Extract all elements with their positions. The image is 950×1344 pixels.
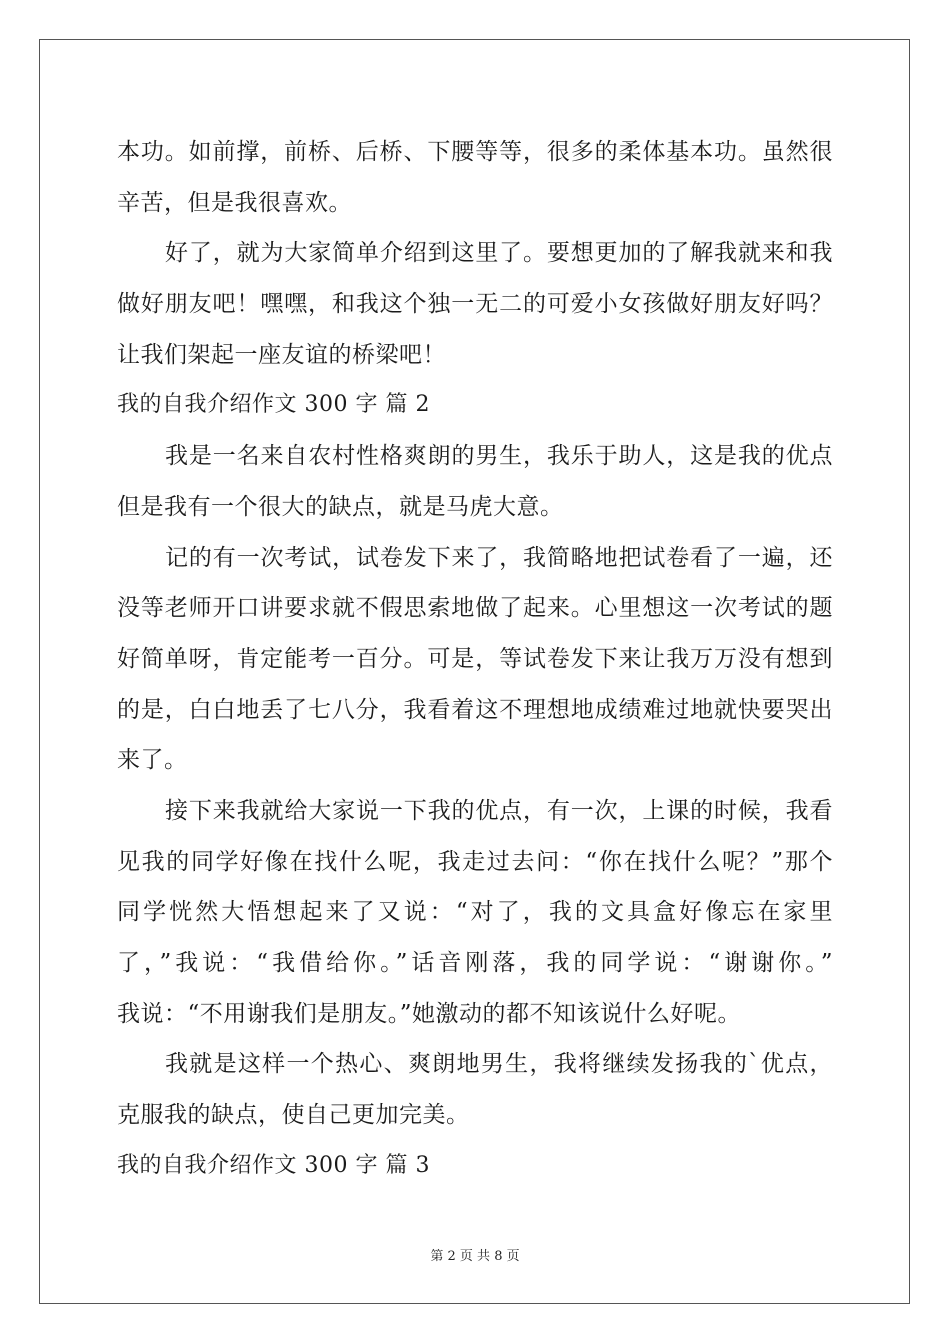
- paragraph-line: 好了，就为大家简单介绍到这里了。要想更加的了解我就来和我: [165, 240, 833, 267]
- document-body: [117, 127, 833, 1191]
- paragraph-line: 本功。如前撑，前桥、后桥、下腰等等，很多的柔体基本功。虽然很: [117, 139, 833, 165]
- paragraph-line: 见我的同学好像在找什么呢，我走过去问：“你在找什么呢？”那个: [117, 848, 833, 875]
- paragraph-line: 来了。: [117, 747, 188, 774]
- paragraph-line: 了，”我说：“我借给你。”话音刚落，我的同学说：“谢谢你。”: [117, 950, 833, 976]
- paragraph-line: 我就是这样一个热心、爽朗地男生，我将继续发扬我的`优点，: [165, 1051, 833, 1078]
- paragraph-line: 我是一名来自农村性格爽朗的男生，我乐于助人，这是我的优点: [165, 443, 833, 470]
- paragraph-line: 我说：“不用谢我们是朋友。”她激动的都不知该说什么好呢。: [117, 1000, 742, 1027]
- paragraph-line: 记的有一次考试，试卷发下来了，我简略地把试卷看了一遍，还: [165, 544, 833, 571]
- paragraph-line: 做好朋友吧！嘿嘿，和我这个独一无二的可爱小女孩做好朋友好吗？: [117, 291, 833, 318]
- paragraph-line: 好简单呀，肯定能考一百分。可是，等试卷发下来让我万万没有想到: [117, 645, 833, 672]
- paragraph-line: 但是我有一个很大的缺点，就是马虎大意。: [117, 493, 564, 520]
- section-heading: 我的自我介绍作文 300 字 篇 2: [117, 392, 430, 418]
- paragraph-line: 辛苦，但是我很喜欢。: [117, 189, 352, 216]
- section-heading: 我的自我介绍作文 300 字 篇 3: [117, 1152, 430, 1178]
- paragraph-line: 同学恍然大悟想起来了又说：“对了，我的文具盒好像忘在家里: [117, 899, 833, 926]
- paragraph-line: 接下来我就给大家说一下我的优点，有一次，上课的时候，我看: [165, 797, 833, 824]
- page-number-footer: 第 2 页 共 8 页: [430, 1249, 520, 1264]
- paragraph-line: 的是，白白地丢了七八分，我看着这不理想地成绩难过地就快要哭出: [117, 696, 833, 723]
- paragraph-line: 让我们架起一座友谊的桥梁吧！: [117, 341, 446, 368]
- paragraph-line: 没等老师开口讲要求就不假思索地做了起来。心里想这一次考试的题: [117, 595, 833, 622]
- paragraph-line: 克服我的缺点，使自己更加完美。: [117, 1102, 470, 1129]
